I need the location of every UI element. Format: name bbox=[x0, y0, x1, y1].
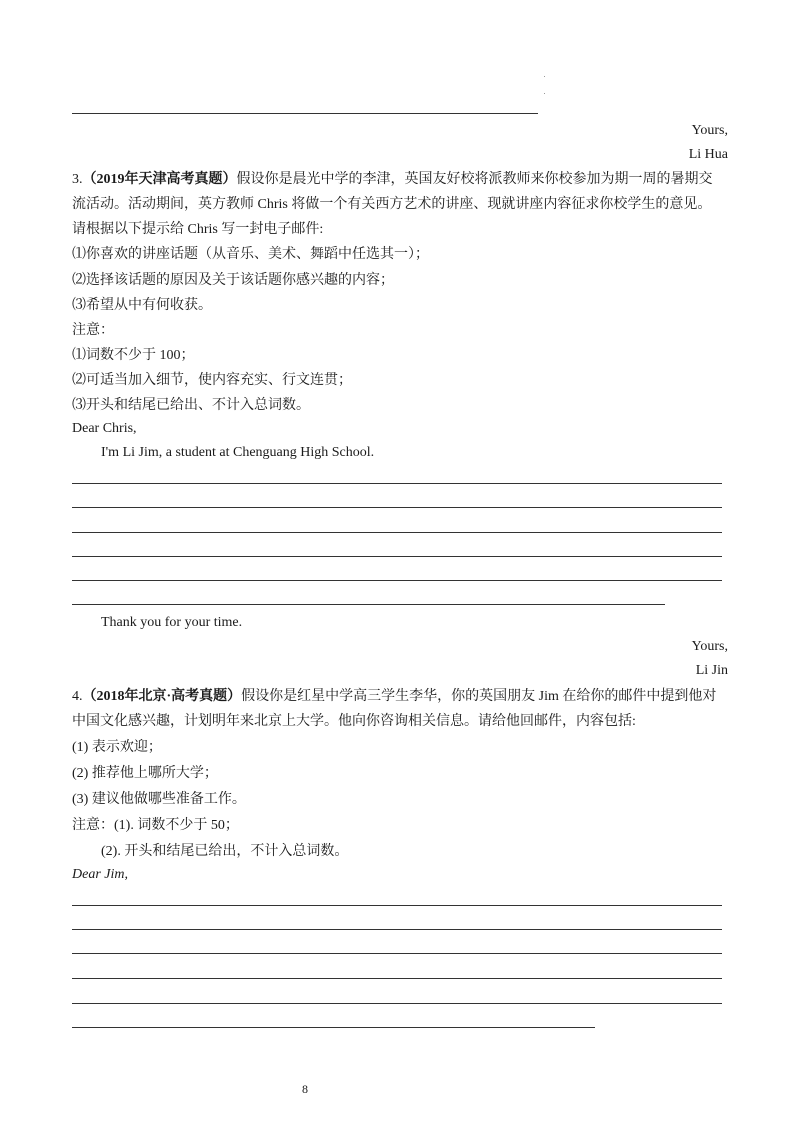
writing-line bbox=[72, 905, 722, 906]
q3-opening-sentence: I'm Li Jim, a student at Chenguang High School. bbox=[101, 445, 375, 460]
q4-point-1: (1) 表示欢迎； bbox=[72, 740, 162, 755]
writing-line bbox=[72, 978, 722, 979]
answer-line bbox=[72, 113, 538, 114]
writing-line bbox=[72, 929, 722, 930]
writing-line bbox=[72, 483, 722, 484]
q4-prompt-line2: 中国文化感兴趣，计划明年来北京上大学。他向你咨询相关信息。请给他回邮件，内容包括: bbox=[72, 714, 636, 729]
q4-prompt-line1 bbox=[72, 688, 716, 706]
q4-source: （2018年北京·高考真题） bbox=[82, 689, 242, 704]
q4-prompt-text: 假设你是红星中学高三学生李华，你的英国朋友 Jim 在给你的邮件中提到他对 bbox=[241, 689, 717, 704]
writing-line bbox=[72, 604, 665, 605]
q3-prompt-line1 bbox=[72, 171, 713, 189]
q3-signature: Li Jin bbox=[695, 663, 728, 678]
q4-point-2: (2) 推荐他上哪所大学； bbox=[72, 766, 218, 781]
writing-line bbox=[72, 532, 722, 533]
q3-prompt-line2: 流活动。活动期间，英方教师 Chris 将做一个有关西方艺术的讲座、现就讲座内容征求你校学生的意见。 bbox=[72, 197, 712, 212]
q4-salutation: Dear Jim, bbox=[72, 867, 128, 882]
scan-mark bbox=[544, 93, 545, 94]
scan-mark bbox=[544, 76, 545, 77]
q3-ending-sentence: Thank you for your time. bbox=[101, 615, 243, 630]
q3-note-1: ⑴词数不少于 100； bbox=[72, 348, 195, 363]
writing-line bbox=[72, 1027, 595, 1028]
q3-point-2: ⑵选择该话题的原因及关于该话题你感兴趣的内容； bbox=[72, 273, 394, 288]
q3-note-label: 注意： bbox=[72, 323, 114, 338]
q4-note-2: (2). 开头和结尾已给出，不计入总词数。 bbox=[101, 844, 349, 859]
writing-line bbox=[72, 556, 722, 557]
q4-note-1: 注意：(1). 词数不少于 50； bbox=[72, 818, 239, 833]
q3-salutation: Dear Chris, bbox=[72, 421, 137, 436]
q4-number: 4. bbox=[72, 689, 83, 704]
writing-line bbox=[72, 507, 722, 508]
q3-number: 3. bbox=[72, 172, 83, 187]
page-number: 8 bbox=[302, 1082, 308, 1096]
q3-note-3: ⑶开头和结尾已给出、不计入总词数。 bbox=[72, 398, 310, 413]
closing-yours: Yours, bbox=[691, 123, 728, 138]
writing-line bbox=[72, 580, 722, 581]
q3-prompt-line3: 请根据以下提示给 Chris 写一封电子邮件: bbox=[72, 222, 324, 237]
q3-note-2: ⑵可适当加入细节，使内容充实、行文连贯； bbox=[72, 373, 352, 388]
signature-name: Li Hua bbox=[688, 147, 728, 162]
writing-line bbox=[72, 1003, 722, 1004]
writing-line bbox=[72, 953, 722, 954]
q3-closing: Yours, bbox=[691, 639, 728, 654]
q3-point-3: ⑶希望从中有何收获。 bbox=[72, 298, 212, 313]
q3-prompt-text: 假设你是晨光中学的李津，英国友好校将派教师来你校参加为期一周的暑期交 bbox=[236, 172, 713, 187]
q4-point-3: (3) 建议他做哪些准备工作。 bbox=[72, 792, 246, 807]
q3-source: （2019年天津高考真题） bbox=[82, 172, 237, 187]
q3-point-1: ⑴你喜欢的讲座话题（从音乐、美术、舞蹈中任选其一）； bbox=[72, 247, 429, 262]
